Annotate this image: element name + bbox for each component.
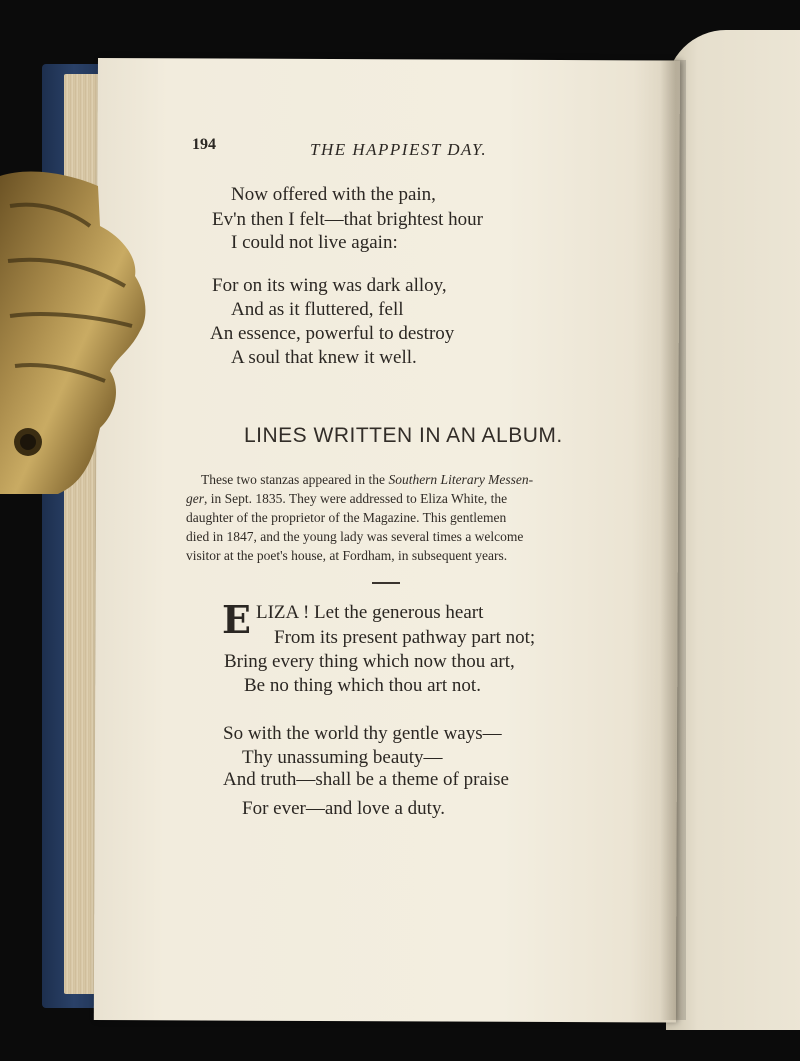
drop-cap: E	[222, 597, 251, 642]
note-line: died in 1847, and the young lady was several times a welcome	[186, 529, 524, 544]
section-title: LINES WRITTEN IN AN ALBUM.	[244, 424, 563, 447]
verse-line: Now offered with the pain,	[231, 184, 436, 205]
verse-line: For on its wing was dark alloy,	[212, 275, 447, 296]
right-page	[666, 30, 800, 1030]
note-line: These two stanzas appeared in the Southern Literary Messen-	[201, 472, 534, 487]
verse-line: Bring every thing which now thou art,	[224, 651, 515, 672]
verse-line: And as it fluttered, fell	[231, 299, 404, 320]
verse-line: An essence, powerful to destroy	[210, 323, 455, 344]
verse-line: So with the world thy gentle ways—	[223, 723, 502, 744]
section-divider	[372, 582, 400, 584]
verse-line: A soul that knew it well.	[231, 347, 417, 368]
verse-line: LIZA ! Let the generous heart	[256, 602, 484, 623]
verse-line: Be no thing which thou art not.	[244, 675, 481, 696]
verse-line: For ever—and love a duty.	[242, 798, 445, 819]
note-line: visitor at the poet's house, at Fordham, in subsequent years.	[186, 548, 508, 563]
verse-line: I could not live again:	[231, 232, 398, 253]
verse-line: And truth—shall be a theme of praise	[223, 769, 509, 790]
verse-line: From its present pathway part not;	[274, 627, 536, 648]
note-line: ger, in Sept. 1835. They were addressed to Eliza White, the	[186, 491, 508, 506]
note-line: daughter of the proprietor of the Magazine. This gentlemen	[186, 510, 507, 525]
running-title: THE HAPPIEST DAY.	[310, 140, 488, 159]
verse-line: Ev'n then I felt—that brightest hour	[212, 209, 483, 230]
page-number: 194	[192, 136, 216, 153]
verse-line: Thy unassuming beauty—	[242, 747, 443, 768]
brass-clasp	[0, 166, 150, 496]
book-gutter-shadow	[660, 60, 686, 1020]
